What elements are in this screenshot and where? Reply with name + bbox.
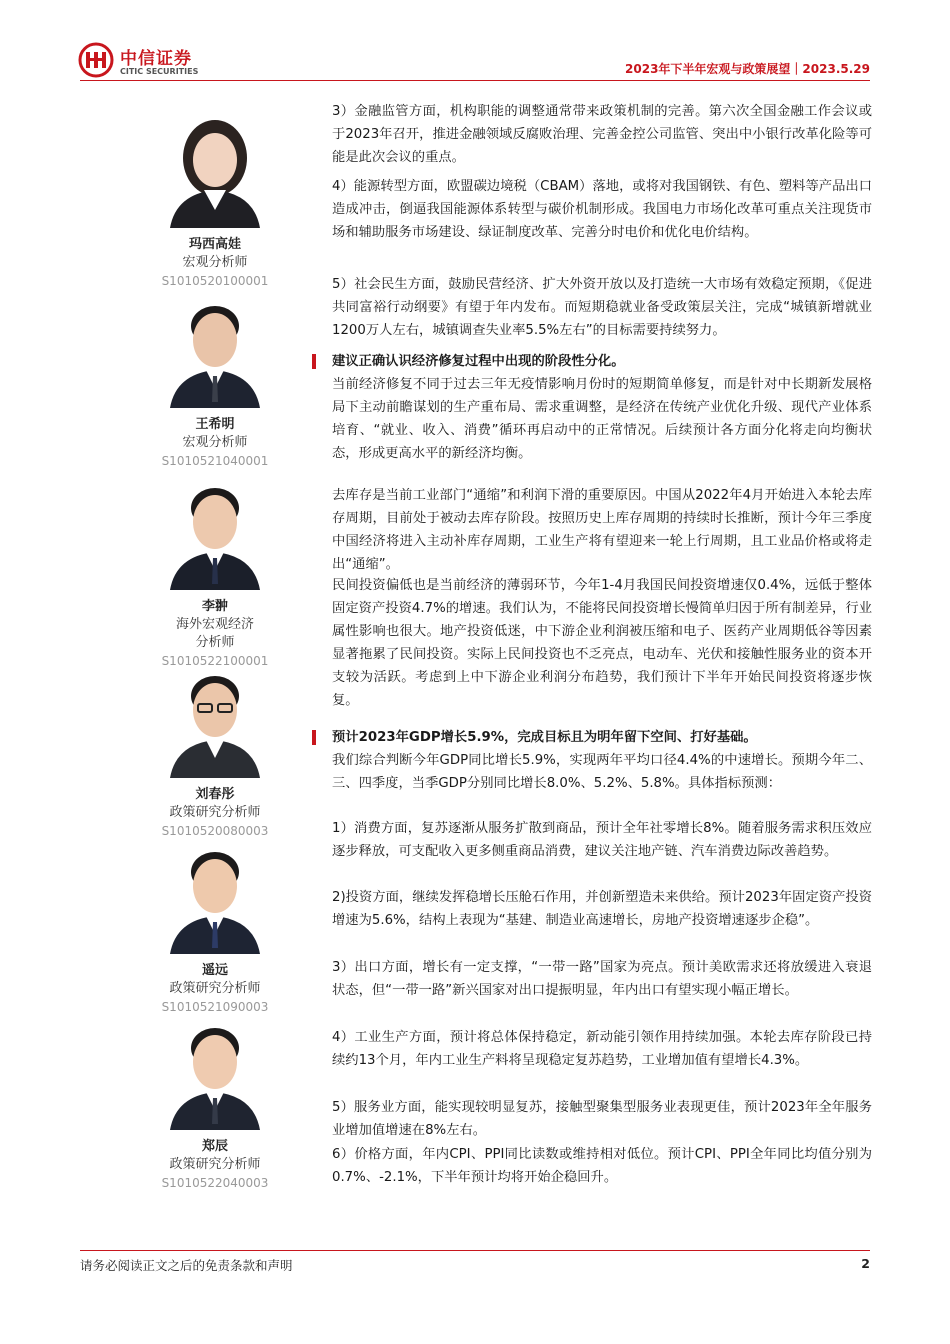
- analyst-title: 政策研究分析师: [169, 1157, 261, 1172]
- heading-stage: 建议正确认识经济修复过程中出现的阶段性分化。: [332, 354, 625, 369]
- analyst-title: 政策研究分析师: [169, 981, 261, 996]
- analyst-title: 海外宏观经济: [175, 617, 254, 632]
- paragraph-service: 5）服务业方面，能实现较明显复苏，接触型聚集型服务业表现更佳，预计2023年全年服务业增加值增速在8%左右。: [332, 1100, 872, 1138]
- analyst-id: S1010520080003: [161, 824, 269, 838]
- logo-english-name: CITIC SECURITIES: [120, 67, 199, 76]
- citic-logo: [78, 42, 228, 82]
- paragraph-energy: 4）能源转型方面，欧盟碳边境税（CBAM）落地，或将对我国钢铁、有色、塑料等产品出口造成冲击，倒逼我国能源体系转型与碳价机制形成。我国电力市场化改革可重点关注现货市场和辅助服务市场建设、绿证制度改革、完善分时电价和优化电价结构。: [332, 179, 872, 240]
- paragraph-industry: 4）工业生产方面，预计将总体保持稳定，新动能引领作用持续加强。本轮去库存阶段已持续约13个月，年内工业生产料将呈现稳定复苏趋势，工业增加值有望增长4.3%。: [332, 1030, 872, 1068]
- paragraph-price: 6）价格方面，年内CPI、PPI同比读数或维持相对低位。预计CPI、PPI全年同比均值分别为0.7%、-2.1%，下半年预计均将开始企稳回升。: [332, 1147, 872, 1185]
- paragraph-consumption: 1）消费方面，复苏逐渐从服务扩散到商品，预计全年社零增长8%。随着服务需求积压效应逐步释放，可支配收入更多侧重商品消费，建议关注地产链、汽车消费边际改善趋势。: [332, 821, 872, 859]
- disclaimer-note: 请务必阅读正文之后的免责条款和声明: [80, 1258, 293, 1273]
- section-marker: [312, 354, 316, 369]
- analyst-name: 王希明: [195, 417, 235, 432]
- analyst-photo-icon: [156, 110, 274, 228]
- analyst-title: 宏观分析师: [182, 435, 248, 450]
- analyst-id: S1010520100001: [161, 274, 269, 288]
- analyst-photo-icon: [156, 290, 274, 408]
- analyst-id: S1010522040003: [161, 1176, 269, 1190]
- logo-chinese-name: 中信证券: [120, 49, 192, 69]
- analyst-title: 宏观分析师: [182, 255, 248, 270]
- analyst-name: 玛西高娃: [188, 237, 241, 252]
- analyst-id: S1010522100001: [161, 654, 269, 668]
- report-title: 2023年下半年宏观与政策展望｜2023.5.29: [625, 62, 870, 76]
- analyst-photo-icon: [156, 1012, 274, 1130]
- analyst-name: 李翀: [201, 599, 228, 614]
- paragraph-stage: 当前经济修复不同于过去三年无疫情影响月份时的短期简单修复，而是针对中长期新发展格局下主动前瞻谋划的生产重布局、需求重调整，是经济在传统产业优化升级、现代产业体系培育、“就业、收入、消费”循环再启动中的正常情况。后续预计各方面分化将走向均衡状态，形成更高水平的新经济均衡。: [332, 377, 872, 461]
- paragraph-destock: 去库存是当前工业部门“通缩”和利润下滑的重要原因。中国从2022年4月开始进入本轮去库存周期，目前处于被动去库存阶段。按照历史上库存周期的持续时长推断，预计今年三季度中国经济将进入主动补库存周期，工业生产将有望迎来一轮上行周期，且工业品价格或将走出“通缩”。: [332, 488, 872, 572]
- paragraph-gdp: 我们综合判断今年GDP同比增长5.9%，实现两年平均口径4.4%的中速增长。预期今年二、三、四季度，当季GDP分别同比增长8.0%、5.2%、5.8%。具体指标预测：: [332, 753, 872, 791]
- citic-logo-icon: [78, 42, 114, 78]
- analyst-id: S1010521090003: [161, 1000, 269, 1014]
- paragraph-investment: 2)投资方面，继续发挥稳增长压舱石作用，并创新塑造未来供给。预计2023年固定资产投资增速为5.6%，结构上表现为“基建、制造业高速增长，房地产投资增速逐步企稳”。: [332, 890, 872, 928]
- header-divider: [80, 80, 870, 81]
- analyst-name: 郑辰: [201, 1139, 228, 1154]
- analyst-photo-icon: [156, 472, 274, 590]
- analyst-photo-icon: [156, 660, 274, 778]
- paragraph-finance: 3）金融监管方面，机构职能的调整通常带来政策机制的完善。第六次全国金融工作会议或于2023年召开，推进金融领域反腐败治理、完善金控公司监管、突出中小银行改革化险等可能是此次会议的重点。: [332, 104, 872, 165]
- page-number: 2: [861, 1256, 870, 1271]
- footer-divider: [80, 1250, 870, 1251]
- analyst-title: 政策研究分析师: [169, 805, 261, 820]
- analyst-title-cont: 分析师: [195, 635, 235, 650]
- analyst-photo-icon: [156, 836, 274, 954]
- analyst-name: 遥远: [201, 963, 228, 978]
- paragraph-private-investment: 民间投资偏低也是当前经济的薄弱环节，今年1-4月我国民间投资增速仅0.4%，远低于整体固定资产投资4.7%的增速。我们认为，不能将民间投资增长慢简单归因于所有制差异，行业属性影响也很大。地产投资低迷，中下游企业利润被压缩和电子、医药产业周期低谷等因素显著拖累了民间投资。实际上民间投资也不乏亮点，电动车、光伏和接触性服务业的资本开支较为活跃。考虑到上中下游企业利润分布趋势，我们预计下半年开始民间投资将逐步恢复。: [332, 578, 872, 708]
- paragraph-social: 5）社会民生方面，鼓励民营经济、扩大外资开放以及打造统一大市场有效稳定预期，《促进共同富裕行动纲要》有望于年内发布。而短期稳就业备受政策层关注，完成“城镇新增就业1200万人左右，城镇调查失业率5.5%左右”的目标需要持续努力。: [332, 277, 872, 338]
- paragraph-export: 3）出口方面，增长有一定支撑，“一带一路”国家为亮点。预计美欧需求还将放缓进入衰退状态，但“一带一路”新兴国家对出口提振明显，年内出口有望实现小幅正增长。: [332, 960, 872, 998]
- heading-gdp: 预计2023年GDP增长5.9%，完成目标且为明年留下空间、打好基础。: [332, 730, 757, 745]
- section-marker: [312, 730, 316, 745]
- analyst-name: 刘春彤: [195, 787, 235, 802]
- analyst-id: S1010521040001: [161, 454, 269, 468]
- page-header: [0, 0, 950, 90]
